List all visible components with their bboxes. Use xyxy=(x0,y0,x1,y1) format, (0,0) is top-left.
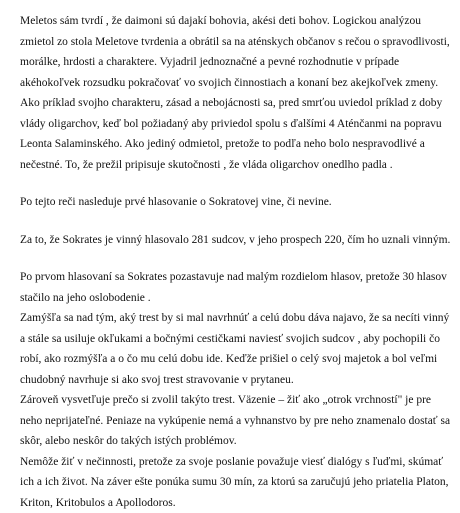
text-line: Po tejto reči nasleduje prvé hlasovanie o Sokratovej vine, či nevine. xyxy=(20,192,450,213)
text-line: nečestné. To, že prežil pripisuje skutočnosti , že vláda oligarchov onedlho padla . xyxy=(20,155,450,176)
paragraph-first-vote xyxy=(20,192,450,213)
text-line: zmietol zo stola Meletove tvrdenia a obrátil sa na aténskych občanov s rečou o spravodlivosti, xyxy=(20,32,447,53)
paragraph-gap xyxy=(20,175,450,192)
paragraph-gap xyxy=(20,213,450,230)
text-line: skôr, alebo neskôr do takých istých problémov. xyxy=(20,431,450,452)
text-line: Zamýšľa sa nad tým, aký trest by si mal navrhnúť a celú dobu dáva najavo, že sa necíti vinný xyxy=(20,308,450,329)
text-line: Nemôže žiť v nečinnosti, pretože za svoje poslanie považuje viesť dialógy s ľuďmi, skúmať xyxy=(20,452,450,473)
text-line: ich a ich život. Na záver ešte ponúka sumu 30 mín, za ktorú sa zaručujú jeho priatelia Platon, xyxy=(20,472,450,493)
text-line: Po prvom hlasovaní sa Sokrates pozastavuje nad malým rozdielom hlasov, pretože 30 hlasov xyxy=(20,267,450,288)
text-line: Za to, že Sokrates je vinný hlasovalo 281 sudcov, v jeho prospech 220, čím ho uznali vinným. xyxy=(20,230,448,251)
text-line: a stále sa usiluje okľukami a bočnými cestičkami naviesť svojich sudcov , aby pochopili čo xyxy=(20,329,450,350)
text-line: akéhokoľvek rozsudku pokračovať vo svojich činnostiach a konaní bez akejkoľvek zmeny. xyxy=(20,73,450,94)
paragraph-penalty xyxy=(20,267,450,513)
paragraph-verdict xyxy=(20,230,450,251)
document-page xyxy=(20,11,450,513)
text-line: morálke, hrdosti a charaktere. Vyjadril jednoznačné a pevné rozhodnutie v prípade xyxy=(20,52,450,73)
paragraph-gap xyxy=(20,250,450,267)
text-line: Leonta Salaminského. Ako jediný odmietol, pretože to podľa neho bolo nespravodlivé a xyxy=(20,134,450,155)
text-line: Meletos sám tvrdí , že daimoni sú dajakí bohovia, akési deti bohov. Logickou analýzou xyxy=(20,11,450,32)
text-line: stačilo na jeho oslobodenie . xyxy=(20,288,450,309)
text-line: robí, ako rozmýšľa a o čo mu celú dobu ide. Keďže prišiel o celý svoj majetok a bol veľmi xyxy=(20,349,450,370)
text-line: chudobný navrhuje si ako svoj trest stravovanie v prytaneu. xyxy=(20,370,450,391)
text-line: Kriton, Kritobulos a Apollodoros. xyxy=(20,493,450,513)
text-line: Ako príklad svojho charakteru, zásad a nebojácnosti sa, pred smrťou uviedol príklad z doby xyxy=(20,93,450,114)
paragraph-defense xyxy=(20,11,450,175)
text-line: Zároveň vysvetľuje prečo si zvolil takýto trest. Väzenie – žiť ako „otrok vrchností" je pre xyxy=(20,390,450,411)
text-line: vlády oligarchov, keď bol požiadaný aby priviedol spolu s ďalšími 4 Aténčanmi na popravu xyxy=(20,114,450,135)
text-line: neho neprijateľné. Peniaze na vykúpenie nemá a vyhnanstvo by pre neho znamenalo dostať sa xyxy=(20,411,447,432)
